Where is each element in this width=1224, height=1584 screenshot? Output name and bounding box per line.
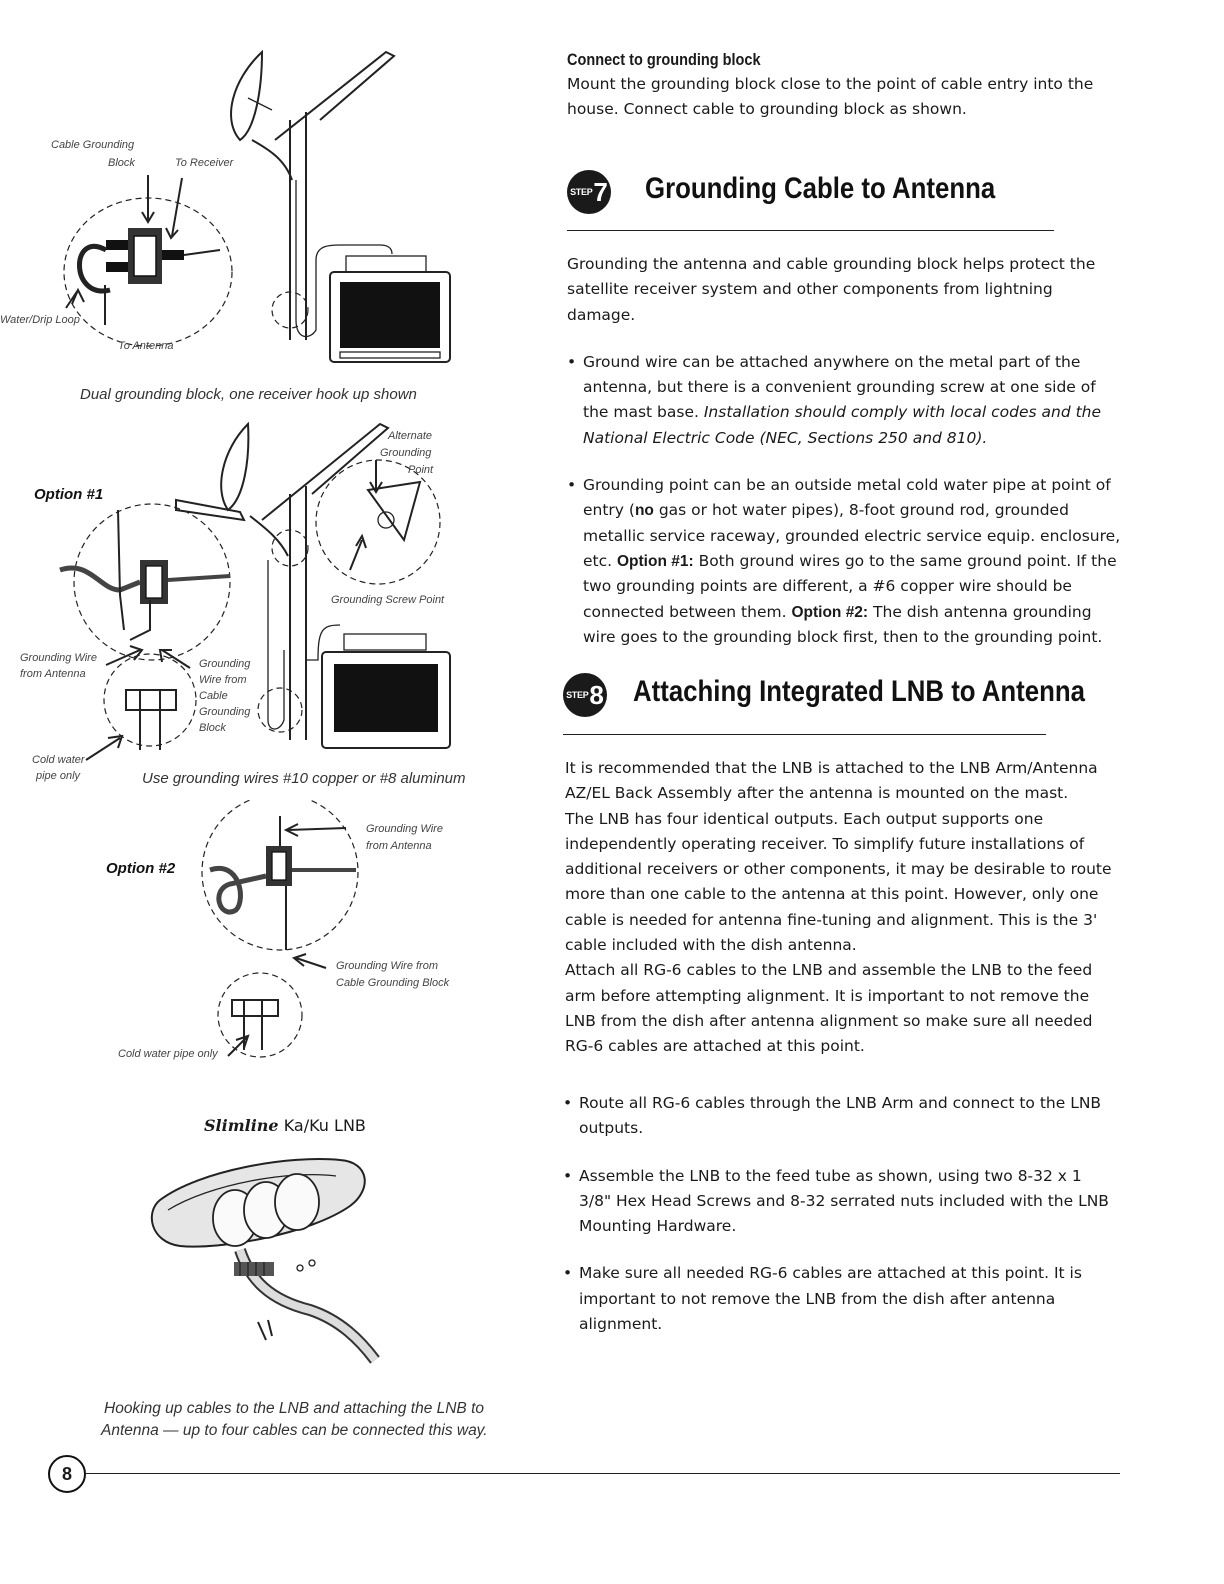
footer-rule <box>86 1473 1120 1474</box>
step8-number: 8 <box>589 679 604 710</box>
step8-badge <box>563 673 607 717</box>
step7-number: 7 <box>593 176 608 207</box>
label-opt2-cable-grounding-block: Cable Grounding Block <box>336 977 450 989</box>
step7-rule <box>567 230 1054 231</box>
section-connect-grounding-block <box>567 48 1127 123</box>
label-to-antenna: To Antenna <box>118 340 174 352</box>
caption-diagram2: Use grounding wires #10 copper or #8 aluminum <box>142 770 466 787</box>
step7-bullets <box>567 350 1122 650</box>
connect-body: Mount the grounding block close to the point of cable entry into the house. Connect cable to grounding block as shown. <box>567 75 1094 119</box>
diagram-dual-grounding-block <box>0 40 470 380</box>
step8-title: Attaching Integrated LNB to Antenna <box>633 675 1085 708</box>
label-opt2-gw-from: Grounding Wire from <box>336 960 438 972</box>
step7-badge <box>567 170 611 214</box>
step7-bullet-2-opt2: Option #2: <box>791 603 869 621</box>
label-block: Block <box>108 157 135 169</box>
step7-intro: Grounding the antenna and cable grounding block helps protect the satellite receiver system and other components from lightning damage. <box>567 255 1096 324</box>
label-from-antenna: from Antenna <box>20 668 86 680</box>
step8-label: STEP <box>566 690 589 700</box>
label-cable-grounding-block: Cable Grounding <box>51 139 135 151</box>
label-water-drip-loop: Water/Drip Loop <box>0 314 80 326</box>
step7-bullet-2-no: no <box>634 502 654 520</box>
label-grounding: Grounding <box>380 447 432 459</box>
step7-bullet-2-b: gas or hot water pipes), 8-foot ground rod, grounded metallic service raceway, grounded electric service equip. enclosure, etc. <box>583 501 1121 570</box>
lnb-illustration <box>140 1150 410 1380</box>
lnb-model: Ka/Ku LNB <box>283 1116 366 1135</box>
label-gw-cable-3: Cable <box>199 690 228 702</box>
option-2-label: Option #2 <box>106 860 176 877</box>
step7-bullet-1 <box>567 350 1122 451</box>
step8-rule <box>563 734 1046 735</box>
step8-para-1: It is recommended that the LNB is attached to the LNB Arm/Antenna AZ/EL Back Assembly after the antenna is mounted on the mast. <box>565 759 1098 803</box>
step7-bullet-2-a: Grounding point can be an outside metal cold water pipe at point of entry ( <box>583 476 1111 520</box>
label-cold-water: Cold water <box>32 754 85 766</box>
label-opt2-from-antenna: from Antenna <box>366 840 432 852</box>
label-opt2-cold-water: Cold water pipe only <box>118 1048 218 1060</box>
step7-bullet-2 <box>567 473 1122 650</box>
caption-diagram1: Dual grounding block, one receiver hook up shown <box>80 386 417 403</box>
step8-para-2: The LNB has four identical outputs. Each output supports one independently operating receiver. To simplify future installations of additional receivers or other components, it may be desirable to route more than one cable to the antenna at this point. However, only one cable is needed for antenna fine-tuning and alignment. This is the 3' cable included with the dish antenna. <box>565 809 1112 955</box>
label-grounding-wire: Grounding Wire <box>20 652 97 664</box>
step7-label: STEP <box>570 187 593 197</box>
lnb-caption-line2: Antenna — up to four cables can be connected this way. <box>101 1422 488 1439</box>
step8-bullet-3: • Make sure all needed RG-6 cables are attached at this point. It is important to not remove the LNB from the dish after antenna alignment. <box>563 1261 1118 1337</box>
label-gw-cable-5: Block <box>199 722 226 734</box>
lnb-caption-line1: Hooking up cables to the LNB and attaching the LNB to <box>104 1400 484 1417</box>
label-to-receiver: To Receiver <box>175 157 234 169</box>
page-number-badge <box>48 1455 86 1493</box>
step7-bullet-2-d: The dish antenna grounding wire goes to the grounding block first, then to the grounding point. <box>583 602 1103 646</box>
step7-bullet-1-text: Ground wire can be attached anywhere on the metal part of the antenna, but there is a convenient grounding screw at one side of the mast base. <box>583 352 1096 422</box>
step7-bullet-1-italic: Installation should comply with local codes and the National Electric Code (NEC, Sections 250 and 810). <box>583 403 1102 447</box>
label-pipe-only: pipe only <box>36 770 81 782</box>
label-gw-cable-1: Grounding <box>199 658 251 670</box>
diagram-option-2 <box>180 800 480 1070</box>
page-number: 8 <box>61 1463 72 1484</box>
label-gw-cable-2: Wire from <box>199 674 247 686</box>
label-grounding-screw-point: Grounding Screw Point <box>331 594 445 606</box>
step8-bullet-2: • Assemble the LNB to the feed tube as shown, using two 8-32 x 1 3/8" Hex Head Screws and 8-32 serrated nuts included with the LNB Mounting Hardware. <box>563 1164 1118 1240</box>
step8-para-3: Attach all RG-6 cables to the LNB and assemble the LNB to the feed arm before attempting alignment. It is important to not remove the LNB from the dish after antenna alignment so make sure all needed RG-6 cables are attached at this point. <box>565 961 1093 1056</box>
option-1-label: Option #1 <box>34 486 104 503</box>
label-point: Point <box>408 464 434 476</box>
step8-content <box>565 756 1117 1060</box>
step7-content <box>567 252 1122 650</box>
connect-title: Connect to grounding block <box>567 51 761 69</box>
label-gw-cable-4: Grounding <box>199 706 251 718</box>
step8-bullet-1: • Route all RG-6 cables through the LNB Arm and connect to the LNB outputs. <box>563 1091 1118 1142</box>
lnb-brand: Slimline <box>204 1116 279 1135</box>
step7-bullet-2-opt1: Option #1: <box>617 552 694 570</box>
label-alternate: Alternate <box>388 430 433 442</box>
step7-bullet-2-c: Both ground wires go to the same ground point. If the two grounding points are different, a #6 copper wire should be connected between them. <box>583 551 1117 621</box>
label-opt2-grounding-wire: Grounding Wire <box>366 823 443 835</box>
step8-bullets <box>563 1091 1118 1337</box>
step7-title: Grounding Cable to Antenna <box>645 172 996 205</box>
lnb-title <box>204 1116 366 1135</box>
